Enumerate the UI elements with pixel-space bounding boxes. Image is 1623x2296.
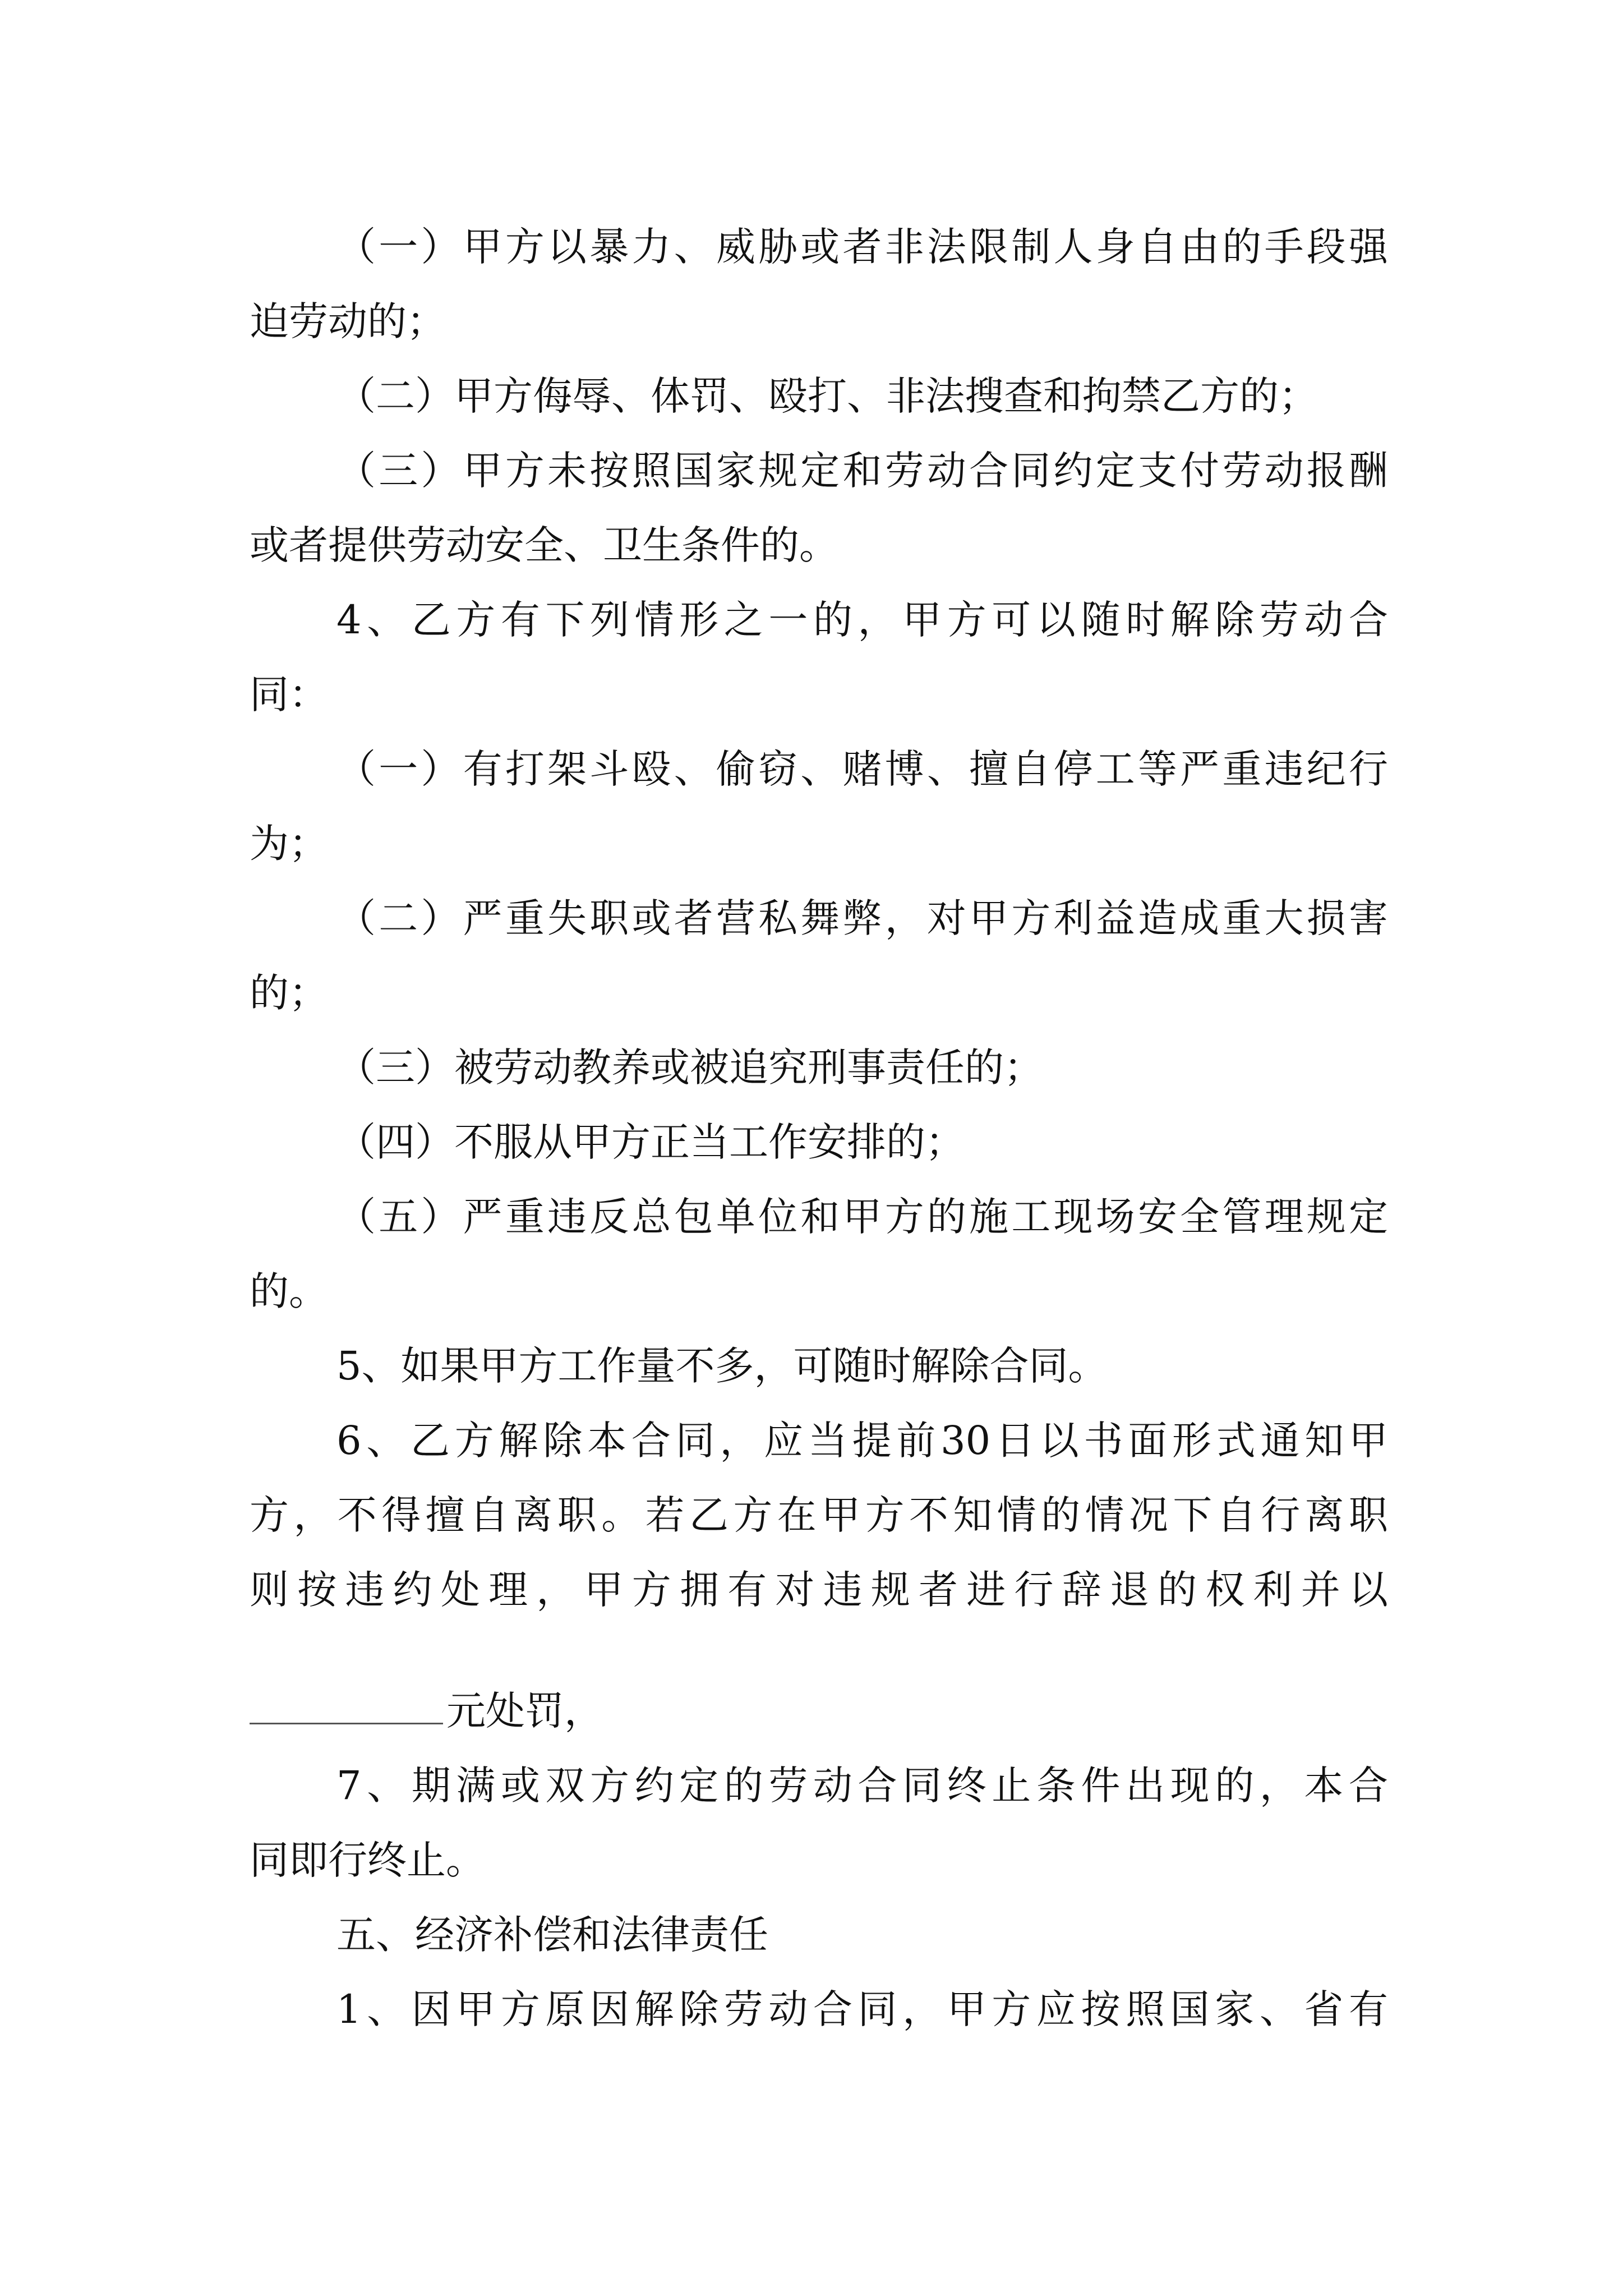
penalty-line bbox=[250, 1677, 603, 1745]
text-line: （四）不服从甲方正当工作安排的； bbox=[336, 1119, 965, 1165]
text-line: 为； bbox=[250, 821, 328, 867]
text-line: 的； bbox=[250, 970, 328, 1016]
text-line: 4、乙方有下列情形之一的，甲方可以随时解除劳动合 bbox=[336, 597, 1388, 643]
text-line: （三）被劳动教养或被追究刑事责任的； bbox=[336, 1045, 1043, 1091]
text-line: 的。 bbox=[250, 1268, 328, 1314]
text-line: 5、如果甲方工作量不多，可随时解除合同。 bbox=[336, 1343, 1108, 1389]
text-line: （一）甲方以暴力、威胁或者非法限制人身自由的手段强 bbox=[336, 224, 1388, 270]
text-line: 1、因甲方原因解除劳动合同，甲方应按照国家、省有 bbox=[336, 1986, 1388, 2032]
section-heading: 五、经济补偿和法律责任 bbox=[336, 1912, 768, 1958]
text-line: 6、乙方解除本合同，应当提前30日以书面形式通知甲 bbox=[336, 1418, 1388, 1464]
text-line: 同： bbox=[250, 671, 328, 717]
text-line: （二）甲方侮辱、体罚、殴打、非法搜查和拘禁乙方的； bbox=[336, 373, 1318, 419]
text-line: 方，不得擅自离职。若乙方在甲方不知情的情况下自行离职 bbox=[250, 1492, 1388, 1538]
text-line: （一）有打架斗殴、偷窃、赌博、擅自停工等严重违纪行 bbox=[336, 746, 1388, 792]
text-line: （二）严重失职或者营私舞弊，对甲方利益造成重大损害 bbox=[336, 895, 1388, 941]
text-line: 则按违约处理，甲方拥有对违规者进行辞退的权利并以 bbox=[250, 1567, 1388, 1613]
penalty-amount-blank[interactable] bbox=[250, 1681, 443, 1724]
text-line: （三）甲方未按照国家规定和劳动合同约定支付劳动报酬 bbox=[336, 448, 1388, 494]
text-line: 或者提供劳动安全、卫生条件的。 bbox=[250, 522, 838, 568]
text-line: 7、期满或双方约定的劳动合同终止条件出现的，本合 bbox=[336, 1763, 1388, 1809]
text-line: 同即行终止。 bbox=[250, 1837, 485, 1883]
text-line: （五）严重违反总包单位和甲方的施工现场安全管理规定 bbox=[336, 1194, 1388, 1240]
text-line: 迫劳动的； bbox=[250, 298, 446, 344]
penalty-suffix: 元处罚， bbox=[446, 1688, 603, 1734]
